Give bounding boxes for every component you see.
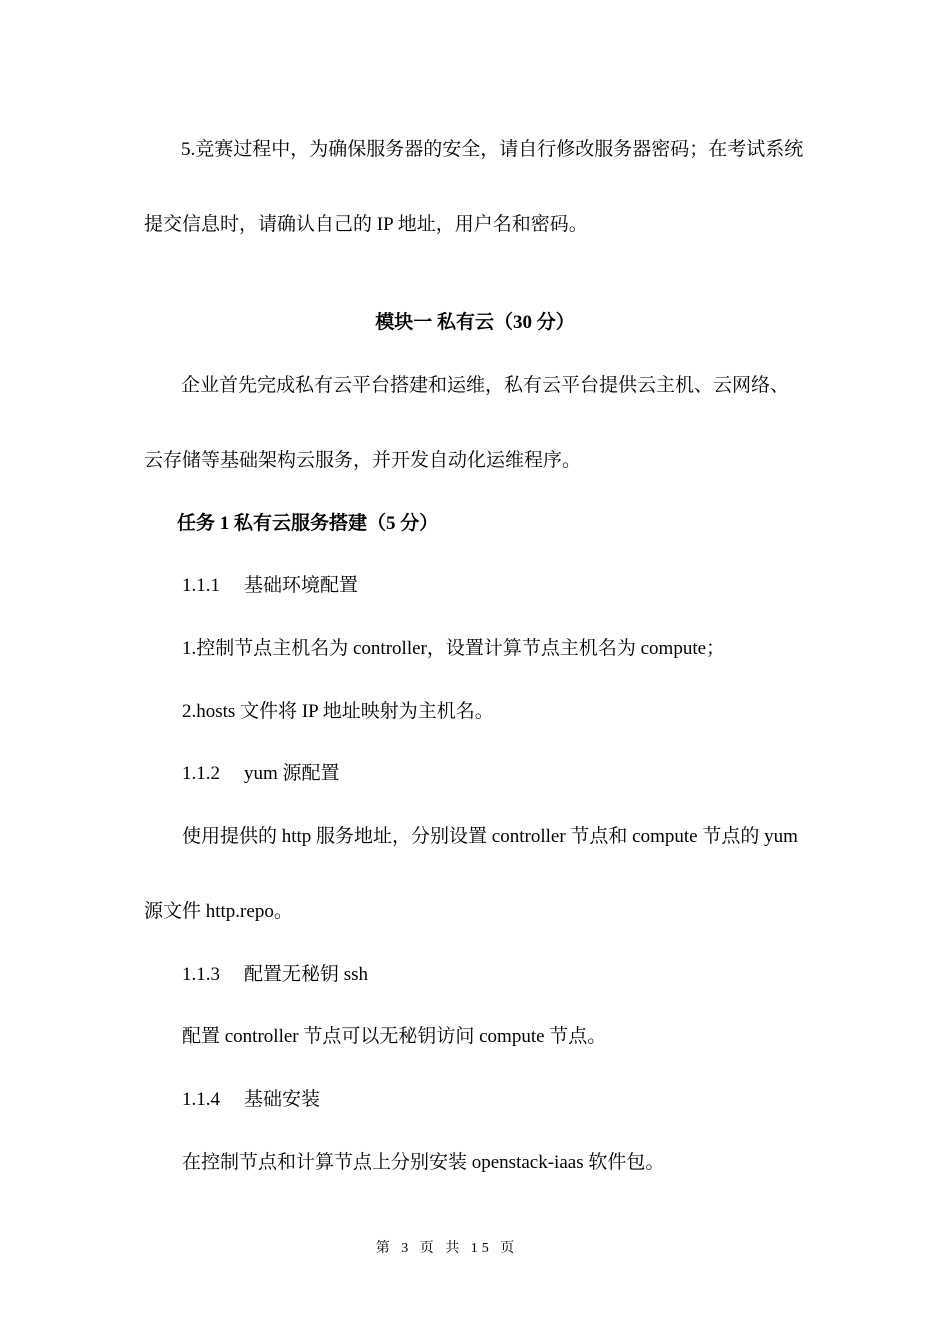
module-title: 模块一 私有云（30 分） xyxy=(375,312,575,333)
section-number: 1.1.2 xyxy=(182,763,220,784)
section-item: 2.hosts 文件将 IP 地址映射为主机名。 xyxy=(182,701,494,722)
section-body-line-1: 使用提供的 http 服务地址，分别设置 controller 节点和 compute 节点的 yum xyxy=(182,826,798,847)
intro-line-2: 提交信息时，请确认自己的 IP 地址，用户名和密码。 xyxy=(144,214,588,235)
section-title: 基础安装 xyxy=(244,1089,321,1110)
section-body: 配置 controller 节点可以无秘钥访问 compute 节点。 xyxy=(182,1026,607,1047)
page-footer: 第 3 页 共 15 页 xyxy=(375,1241,519,1256)
section-heading xyxy=(182,574,358,598)
section-number: 1.1.3 xyxy=(182,964,220,985)
section-heading xyxy=(182,963,368,987)
section-title: yum 源配置 xyxy=(244,763,340,784)
module-desc-line-1: 企业首先完成私有云平台搭建和运维，私有云平台提供云主机、云网络、 xyxy=(181,375,790,396)
section-title: 配置无秘钥 ssh xyxy=(244,964,369,985)
section-number: 1.1.4 xyxy=(182,1089,220,1110)
section-number: 1.1.1 xyxy=(182,575,220,596)
section-title: 基础环境配置 xyxy=(244,575,359,596)
section-body-line-2: 源文件 http.repo。 xyxy=(144,901,293,922)
module-desc-line-2: 云存储等基础架构云服务，并开发自动化运维程序。 xyxy=(144,450,582,471)
section-item: 1.控制节点主机名为 controller，设置计算节点主机名为 compute； xyxy=(182,638,726,659)
section-heading xyxy=(182,762,340,786)
section-heading xyxy=(182,1088,320,1112)
intro-line-1: 5.竞赛过程中，为确保服务器的安全，请自行修改服务器密码；在考试系统 xyxy=(181,139,804,160)
section-body: 在控制节点和计算节点上分别安装 openstack-iaas 软件包。 xyxy=(182,1152,665,1173)
task-title: 任务 1 私有云服务搭建（5 分） xyxy=(177,513,439,534)
